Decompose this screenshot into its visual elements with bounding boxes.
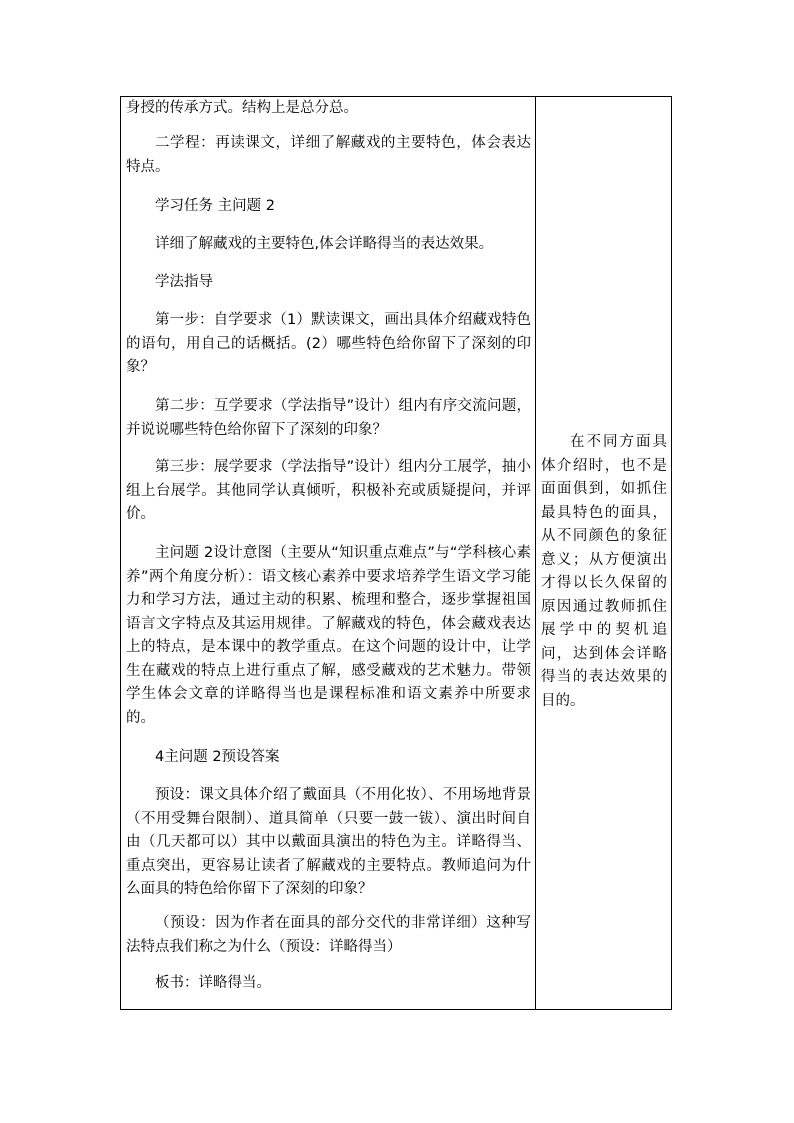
paragraph-7: 第二步：互学要求（学法指导”设计）组内有序交流问题，并说说哪些特色给你留下了深刻的印象？ [126,398,531,438]
paragraph-2: 二学程：再读课文，详细了解藏戏的主要特色，体会表达特点。 [126,135,531,175]
paragraph-13: 板书：详略得当。 [155,975,271,991]
paragraph-12: （预设：因为作者在面具的部分交代的非常详细）这种写法特点我们称之为什么（预设：详略得当） [126,915,531,955]
design-note: 在不同方面具体介绍时，也不是面面俱到，如抓住最具特色的面具，从不同颜色的象征意义；从方便演出才得以长久保留的原因通过教师抓住展学中的契机追问，达到体会详略得当的表达效果的目的。 [541,434,667,709]
paragraph-4: 详细了解藏戏的主要特色,体会详略得当的表达效果。 [155,236,494,252]
lesson-table [120,96,672,1010]
design-note-column [536,97,671,1009]
paragraph-10: 4主问题 2预设答案 [155,749,280,765]
teaching-content-column [121,97,536,1009]
paragraph-5: 学法指导 [155,274,213,290]
paragraph-9: 主问题 2设计意图（主要从“知识重点难点”与“学科核心素养”两个角度分析）：语文核心素养中要求培养学生语文学习能力和学习方法，通过主动的积累、梳理和整合，逐步掌握祖国语言文字特点及其运用规律。了解藏戏的特色，体会藏戏表达上的特点，是本课中的教学重点。在这个问题的设计中，让学生在藏戏的特点上进行重点了解，感受藏戏的艺术魅力。带领学生体会文章的详略得当也是课程标准和语文素养中所要求的。 [126,545,531,726]
paragraph-6: 第一步：自学要求（1）默读课文，画出具体介绍藏戏特色的语句，用自己的话概括。(2）哪些特色给你留下了深刻的印象？ [126,312,531,375]
paragraph-8: 第三步：展学要求（学法指导”设计）组内分工展学，抽小组上台展学。其他同学认真倾听，积极补充或质疑提问，并评价。 [126,459,531,522]
paragraph-3: 学习任务 主问题 2 [155,198,275,214]
paragraph-11: 预设：课文具体介绍了戴面具（不用化妆）、不用场地背景（不用受舞台限制）、道具简单（只要一鼓一钹）、演出时间自由（几天都可以）其中以戴面具演出的特色为主。详略得当、重点突出，更容易让读者了解藏戏的主要特点。教师追问为什么面具的特色给你留下了深刻的印象？ [126,787,531,897]
paragraph-1: 身授的传承方式。结构上是总分总。 [126,100,358,116]
